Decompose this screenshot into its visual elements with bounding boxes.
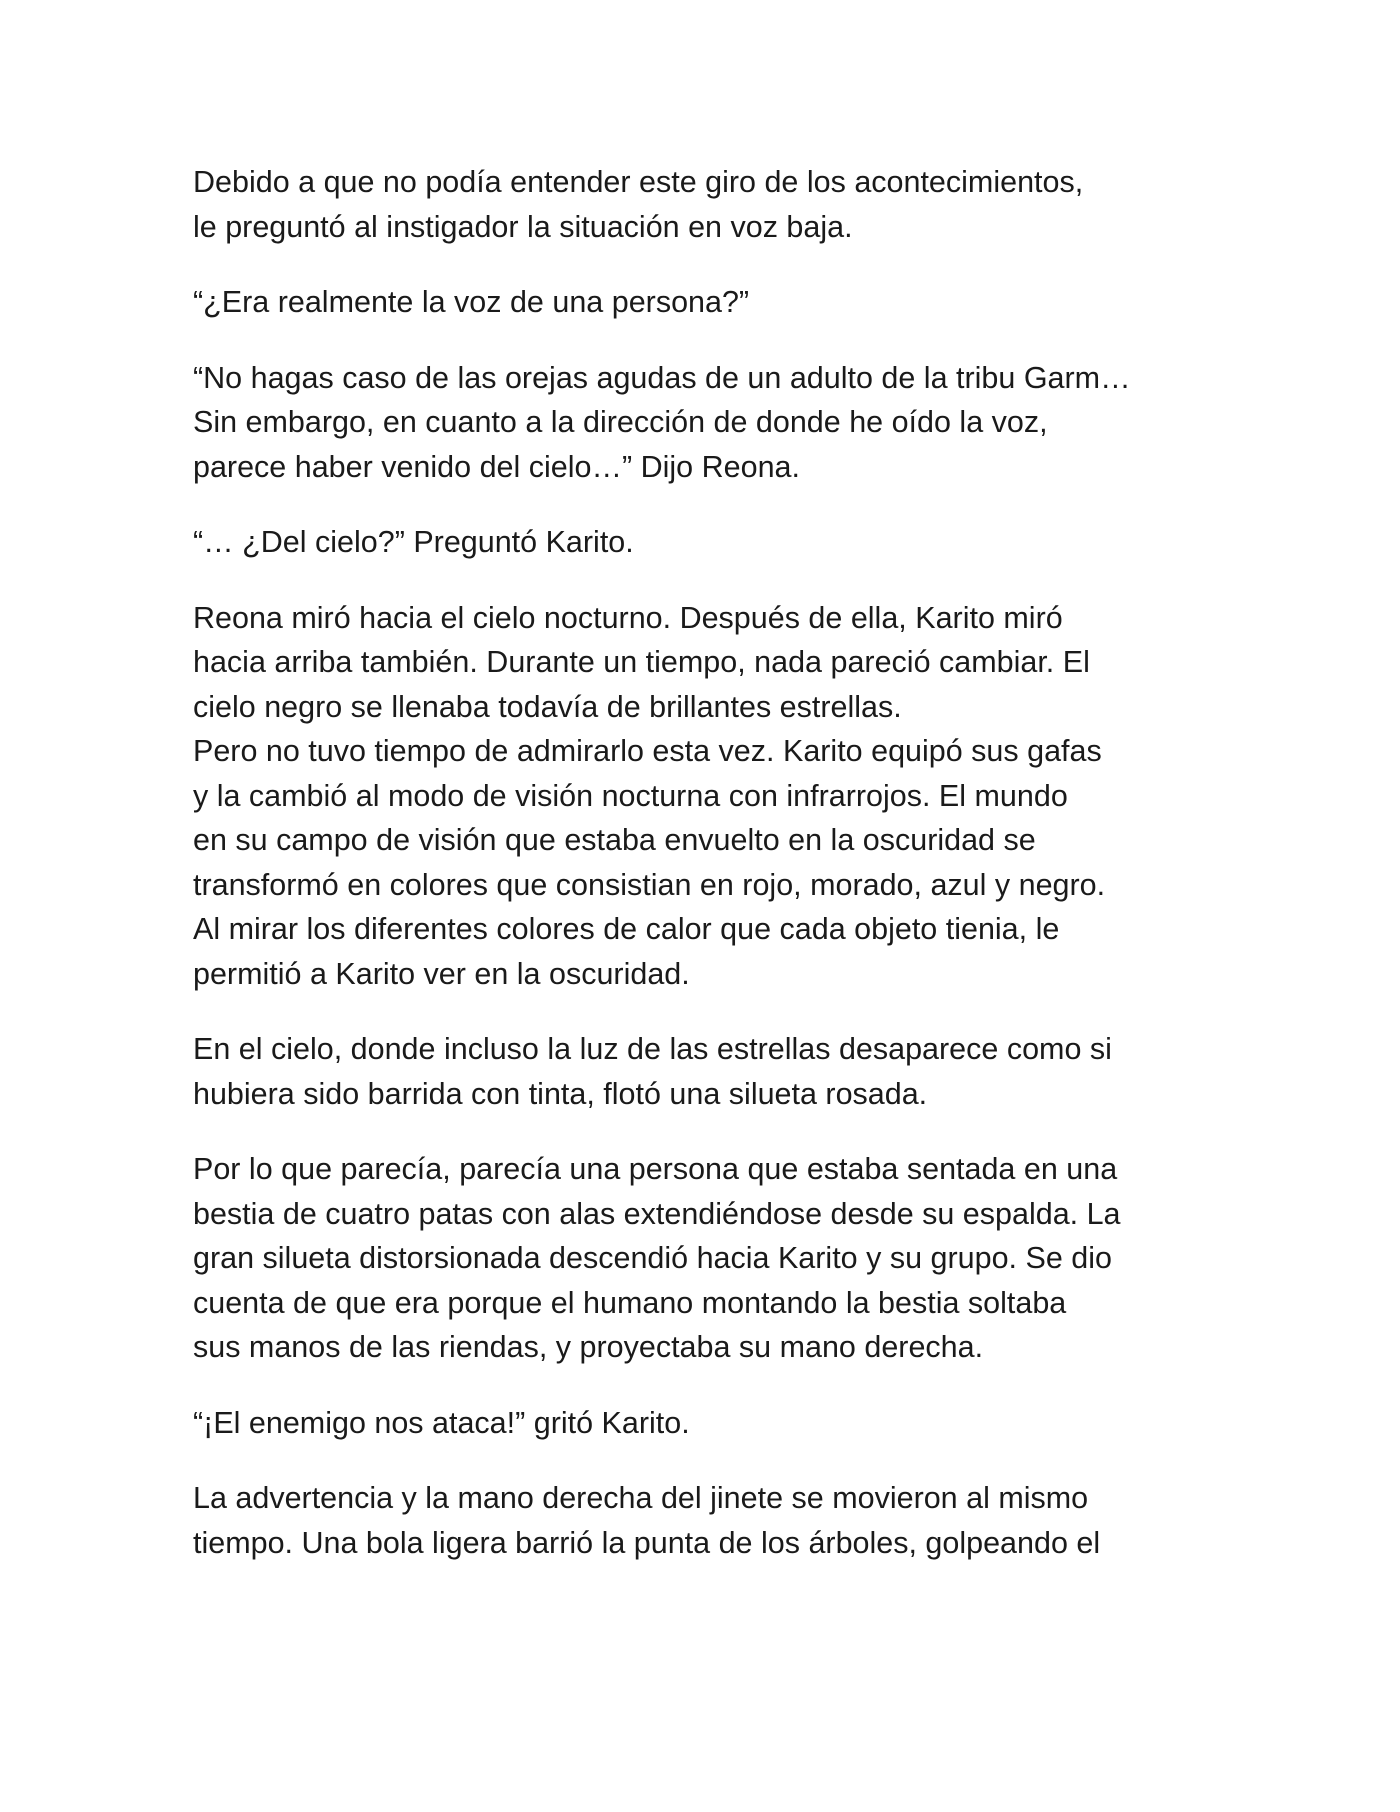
paragraph-10 — [193, 1476, 1233, 1565]
text-line: cuenta de que era porque el humano montando la bestia soltaba — [193, 1285, 1067, 1320]
text-line: y la cambió al modo de visión nocturna con infrarrojos. El mundo — [193, 778, 1068, 813]
text-line: permitió a Karito ver en la oscuridad. — [193, 956, 690, 991]
text-line: La advertencia y la mano derecha del jinete se movieron al mismo — [193, 1481, 1089, 1515]
document-body — [193, 160, 1233, 1596]
text-line: Al mirar los diferentes colores de calor que cada objeto tienia, le — [193, 912, 1060, 946]
paragraph-6 — [193, 729, 1233, 996]
paragraph-7 — [193, 1027, 1233, 1116]
text-line: en su campo de visión que estaba envuelto en la oscuridad se — [193, 823, 1036, 857]
text-line: Debido a que no podía entender este giro de los acontecimientos, — [193, 165, 1084, 199]
text-line: Por lo que parecía, parecía una persona que estaba sentada en una — [193, 1152, 1118, 1186]
paragraph-8 — [193, 1147, 1233, 1370]
text-line: bestia de cuatro patas con alas extendiéndose desde su espalda. La — [193, 1196, 1121, 1231]
paragraph-2 — [193, 280, 1233, 325]
text-line: hubiera sido barrida con tinta, flotó una silueta rosada. — [193, 1076, 928, 1111]
text-line: Reona miró hacia el cielo nocturno. Después de ella, Karito miró — [193, 600, 1063, 635]
text-line: le preguntó al instigador la situación en voz baja. — [193, 209, 853, 244]
text-line: “¿Era realmente la voz de una persona?” — [193, 285, 750, 319]
text-line: gran silueta distorsionada descendió hacia Karito y su grupo. Se dio — [193, 1241, 1112, 1275]
text-line: “No hagas caso de las orejas agudas de un adulto de la tribu Garm… — [193, 360, 1131, 395]
text-line: “… ¿Del cielo?” Preguntó Karito. — [193, 525, 634, 559]
text-line: En el cielo, donde incluso la luz de las estrellas desaparece como si — [193, 1032, 1112, 1066]
text-line: “¡El enemigo nos ataca!” gritó Karito. — [193, 1405, 690, 1440]
text-line: Pero no tuvo tiempo de admirarlo esta vez. Karito equipó sus gafas — [193, 734, 1102, 768]
text-line: tiempo. Una bola ligera barrió la punta de los árboles, golpeando el — [193, 1525, 1101, 1560]
text-line: transformó en colores que consistian en rojo, morado, azul y negro. — [193, 867, 1106, 902]
paragraph-9 — [193, 1401, 1233, 1446]
text-line: parece haber venido del cielo…” Dijo Reona. — [193, 449, 800, 484]
text-line: sus manos de las riendas, y proyectaba su mano derecha. — [193, 1330, 984, 1364]
paragraph-5 — [193, 596, 1233, 730]
paragraph-3 — [193, 356, 1233, 490]
text-line: Sin embargo, en cuanto a la dirección de donde he oído la voz, — [193, 405, 1048, 439]
text-line: cielo negro se llenaba todavía de brillantes estrellas. — [193, 689, 902, 724]
text-line: hacia arriba también. Durante un tiempo, nada pareció cambiar. El — [193, 645, 1090, 679]
paragraph-1 — [193, 160, 1233, 249]
paragraph-4 — [193, 520, 1233, 565]
